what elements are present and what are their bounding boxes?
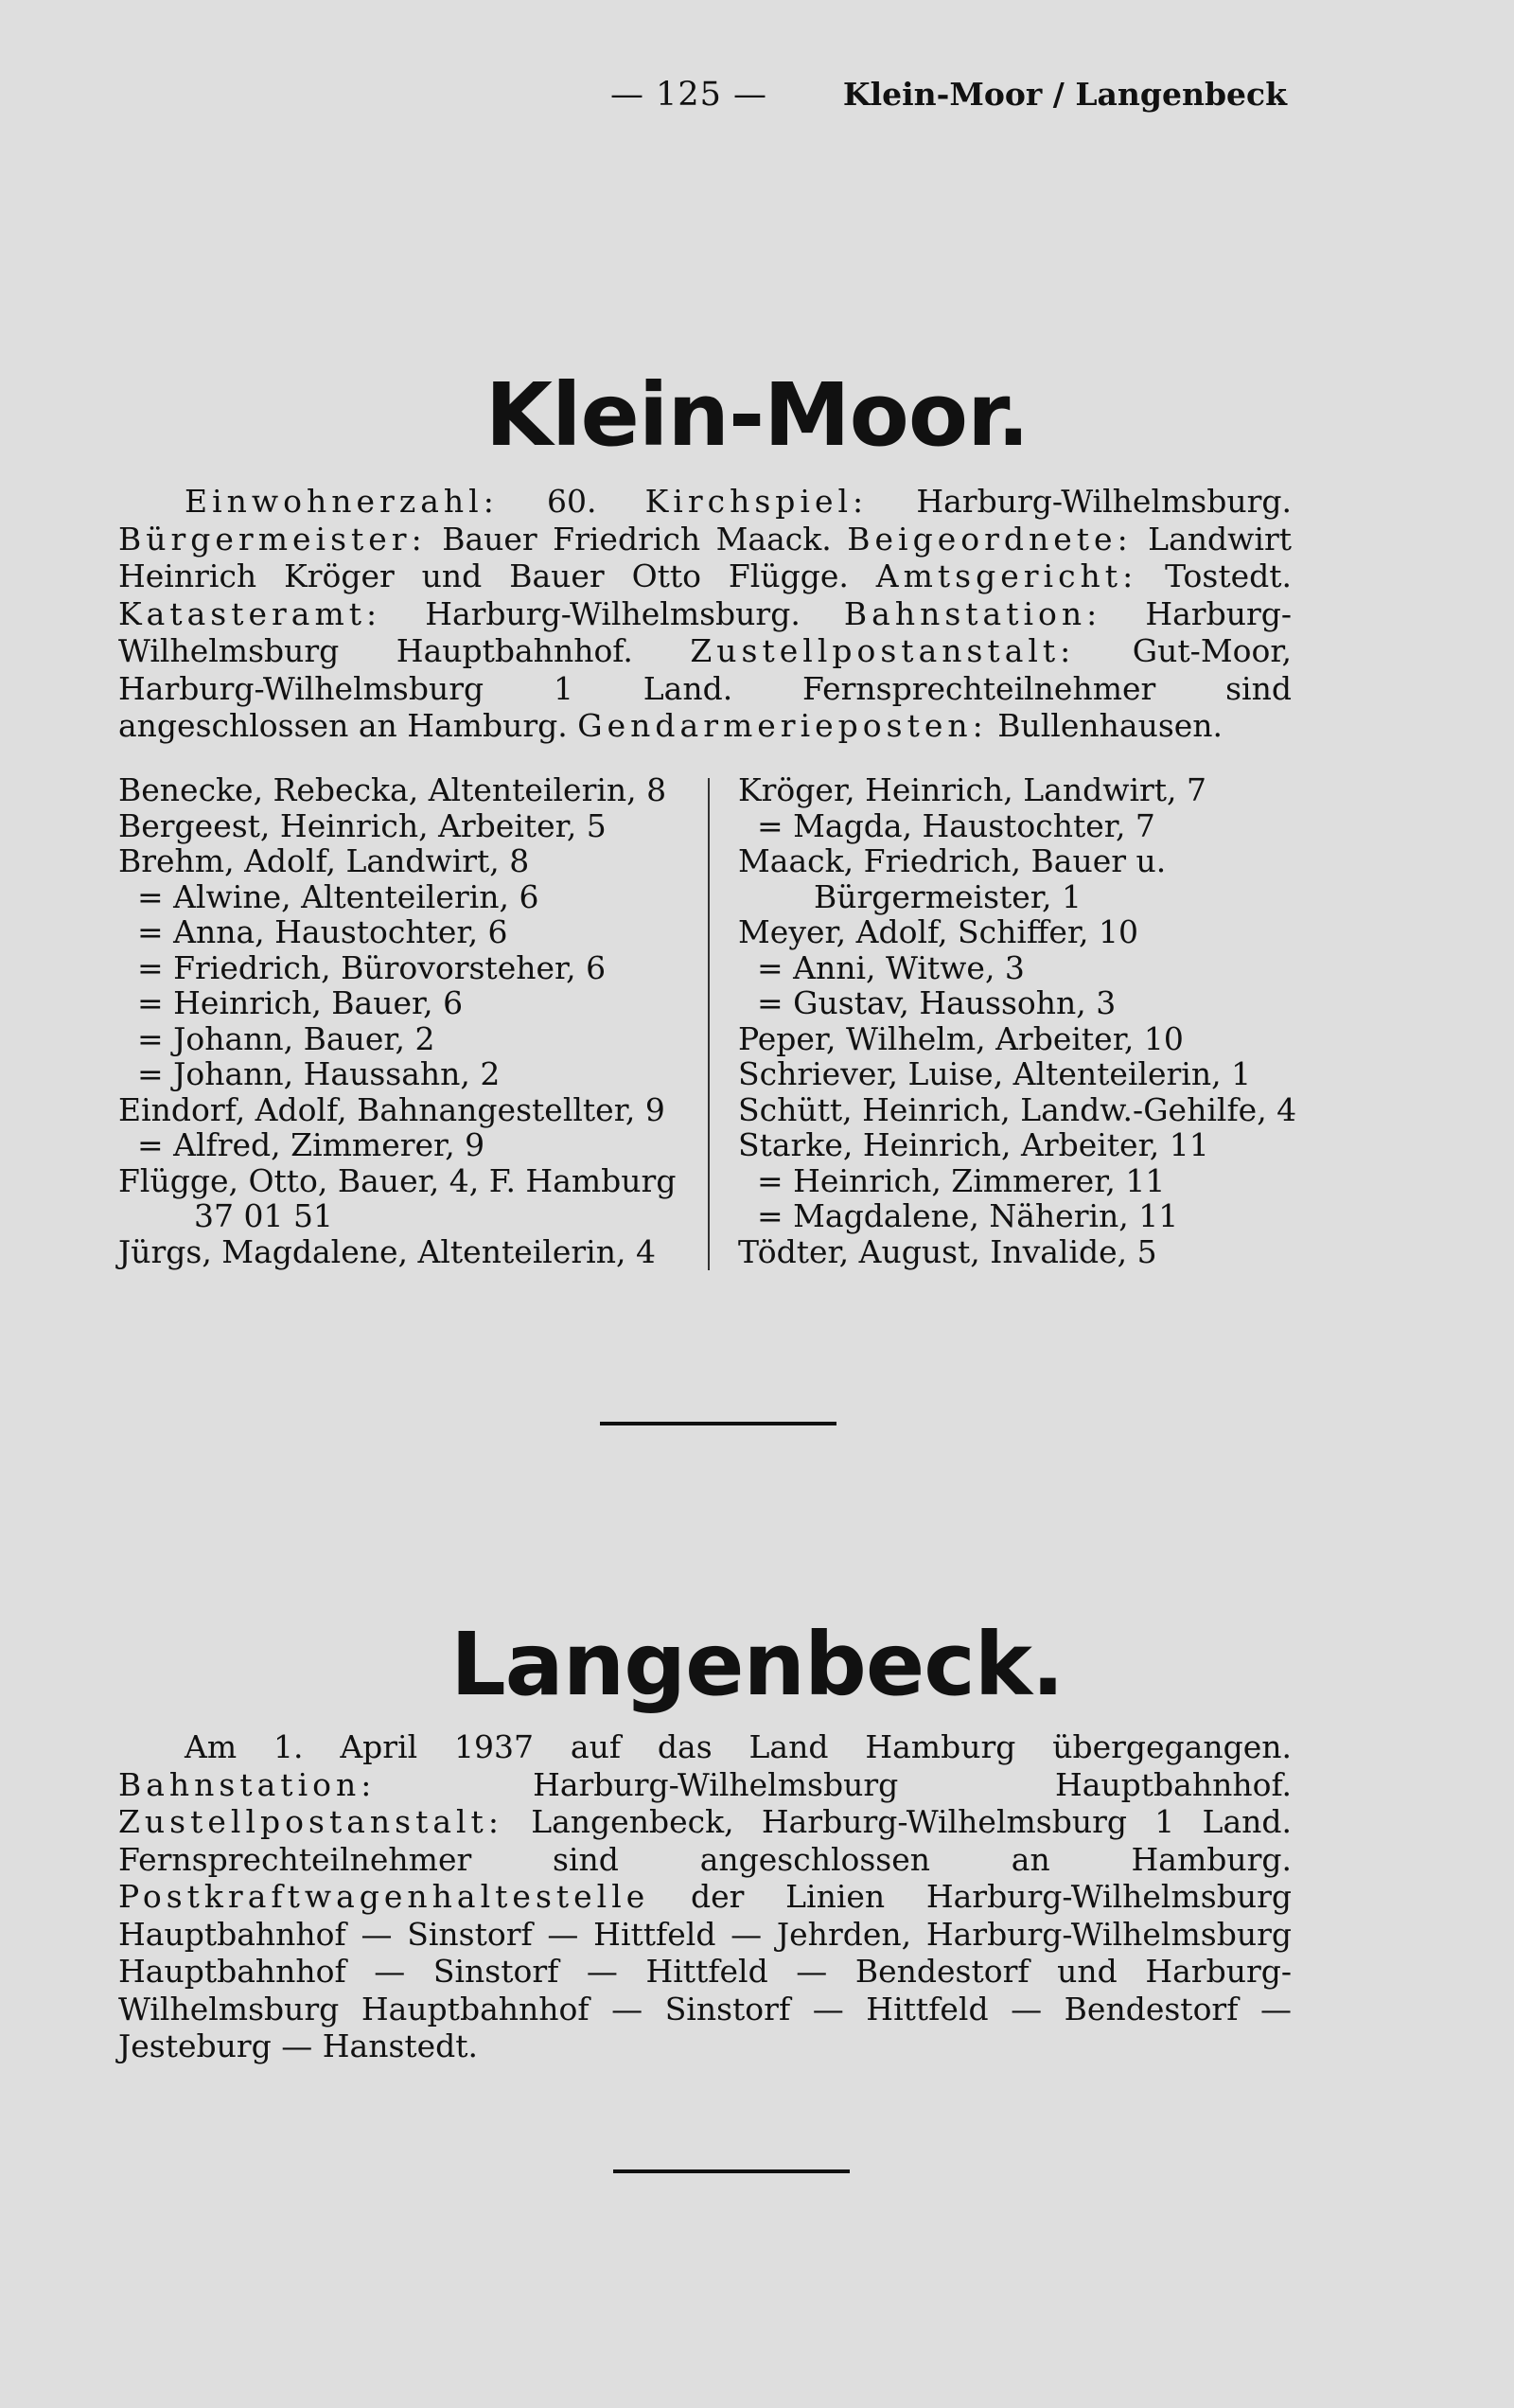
field-text: Langenbeck, Harburg-Wilhelmsburg 1 Land. Fernsprechteilnehmer sind angeschlossen an Hamburg. <box>118 1803 1292 1878</box>
resident-entry: = Alwine, Altenteilerin, 6 <box>137 877 539 915</box>
resident-entry: Flügge, Otto, Bauer, 4, F. Hamburg 37 01 51 <box>118 1161 677 1234</box>
residents-left-column <box>118 772 697 1269</box>
field-text: Am 1. April 1937 auf das Land Hamburg übergegangen. <box>185 1728 1292 1765</box>
klein-moor-intro <box>118 483 1292 745</box>
resident-entry: = Friedrich, Bürovorsteher, 6 <box>137 948 607 986</box>
resident-entry: Schütt, Heinrich, Landw.-Gehilfe, 4 <box>738 1090 1297 1128</box>
field-label: Kirchspiel: <box>644 483 869 520</box>
running-title: Klein-Moor / Langenbeck <box>842 76 1287 113</box>
page-number: — 125 — <box>610 76 768 114</box>
resident-entry: = Anni, Witwe, 3 <box>757 948 1025 986</box>
resident-entry: = Johann, Haussahn, 2 <box>137 1055 501 1092</box>
resident-entry: Meyer, Adolf, Schiffer, 10 <box>738 913 1139 950</box>
running-head <box>0 76 1514 133</box>
field-text: Tostedt. <box>1137 558 1292 594</box>
section-separator <box>600 1422 836 1425</box>
resident-entry: Jürgs, Magdalene, Altenteilerin, 4 <box>118 1232 656 1270</box>
langenbeck-intro <box>118 1728 1292 2065</box>
resident-entry: = Magdalene, Näherin, 11 <box>757 1197 1179 1234</box>
residents-right-column <box>738 772 1306 1269</box>
field-text: Bullenhausen. <box>987 707 1224 744</box>
field-label: Bahnstation: <box>843 594 1102 632</box>
resident-entry: = Johann, Bauer, 2 <box>137 1019 435 1057</box>
field-text: Harburg-Wilhelmsburg. <box>381 594 844 632</box>
resident-entry: Tödter, August, Invalide, 5 <box>738 1232 1157 1270</box>
field-label: Zustellpostanstalt: <box>118 1803 503 1840</box>
field-label: Bahnstation: <box>118 1765 377 1803</box>
resident-entry: Kröger, Heinrich, Landwirt, 7 <box>738 771 1207 808</box>
field-text: Harburg-Wilhelmsburg Hauptbahnhof. <box>118 594 1292 669</box>
resident-entry: Starke, Heinrich, Arbeiter, 11 <box>738 1126 1209 1163</box>
resident-entry: Eindorf, Adolf, Bahnangestellter, 9 <box>118 1090 665 1128</box>
resident-entry: Schriever, Luise, Altenteilerin, 1 <box>738 1055 1252 1092</box>
field-text: 60. <box>498 483 645 520</box>
field-text: Harburg-Wilhelmsburg Hauptbahnhof. <box>376 1765 1292 1803</box>
field-text: Bauer Friedrich Maack. <box>426 520 848 558</box>
field-label: Einwohnerzahl: <box>185 483 499 520</box>
section-title-klein-moor: Klein-Moor. <box>484 364 1030 466</box>
field-text: der Linien Harburg-Wilhelmsburg Hauptbahnhof — Sinstorf — Hittfeld — Jehrden, Harburg-Wilhelmsburg Hauptbahnhof — Sinstorf — Hittfeld — Bendestorf und Harburg-Wilhelmsburg Hauptbahnhof — Sinstorf — Hittfeld — Bendestorf — Jesteburg — Hanstedt. <box>118 1878 1292 2064</box>
resident-entry: = Anna, Haustochter, 6 <box>137 913 508 950</box>
field-label: Bürgermeister: <box>118 520 427 558</box>
resident-entry: Brehm, Adolf, Landwirt, 8 <box>118 842 530 879</box>
field-text: Gut-Moor, Harburg-Wilhelmsburg 1 Land. Fernsprechteilnehmer sind angeschlossen an Hamburg. <box>118 632 1292 744</box>
resident-entry: Maack, Friedrich, Bauer u. Bürgermeister, 1 <box>738 842 1167 915</box>
field-text: Harburg-Wilhelmsburg. <box>868 483 1292 520</box>
field-text: Landwirt Heinrich Kröger und Bauer Otto Flügge. <box>118 520 1292 594</box>
klein-moor-intro-paragraph <box>118 483 1292 745</box>
resident-entry: = Magda, Haustochter, 7 <box>757 806 1155 844</box>
resident-entry: = Heinrich, Bauer, 6 <box>137 984 464 1021</box>
field-label: Gendarmerieposten: <box>577 707 988 744</box>
end-separator <box>613 2169 850 2173</box>
field-label: Zustellpostanstalt: <box>690 632 1076 669</box>
section-title-langenbeck: Langenbeck. <box>450 1614 1064 1715</box>
resident-entry: Bergeest, Heinrich, Arbeiter, 5 <box>118 806 607 844</box>
resident-entry: = Gustav, Haussohn, 3 <box>757 984 1117 1021</box>
field-label: Beigeordnete: <box>847 520 1133 558</box>
column-divider <box>708 778 710 1270</box>
field-label: Postkraftwagenhaltestelle <box>118 1878 650 1915</box>
resident-entry: = Alfred, Zimmerer, 9 <box>137 1126 485 1163</box>
resident-entry: = Heinrich, Zimmerer, 11 <box>757 1161 1166 1199</box>
resident-entry: Peper, Wilhelm, Arbeiter, 10 <box>738 1019 1184 1057</box>
field-label: Katasteramt: <box>118 594 382 632</box>
langenbeck-intro-paragraph <box>118 1728 1292 2065</box>
field-label: Amtsgericht: <box>875 558 1138 594</box>
resident-entry: Benecke, Rebecka, Altenteilerin, 8 <box>118 771 667 808</box>
